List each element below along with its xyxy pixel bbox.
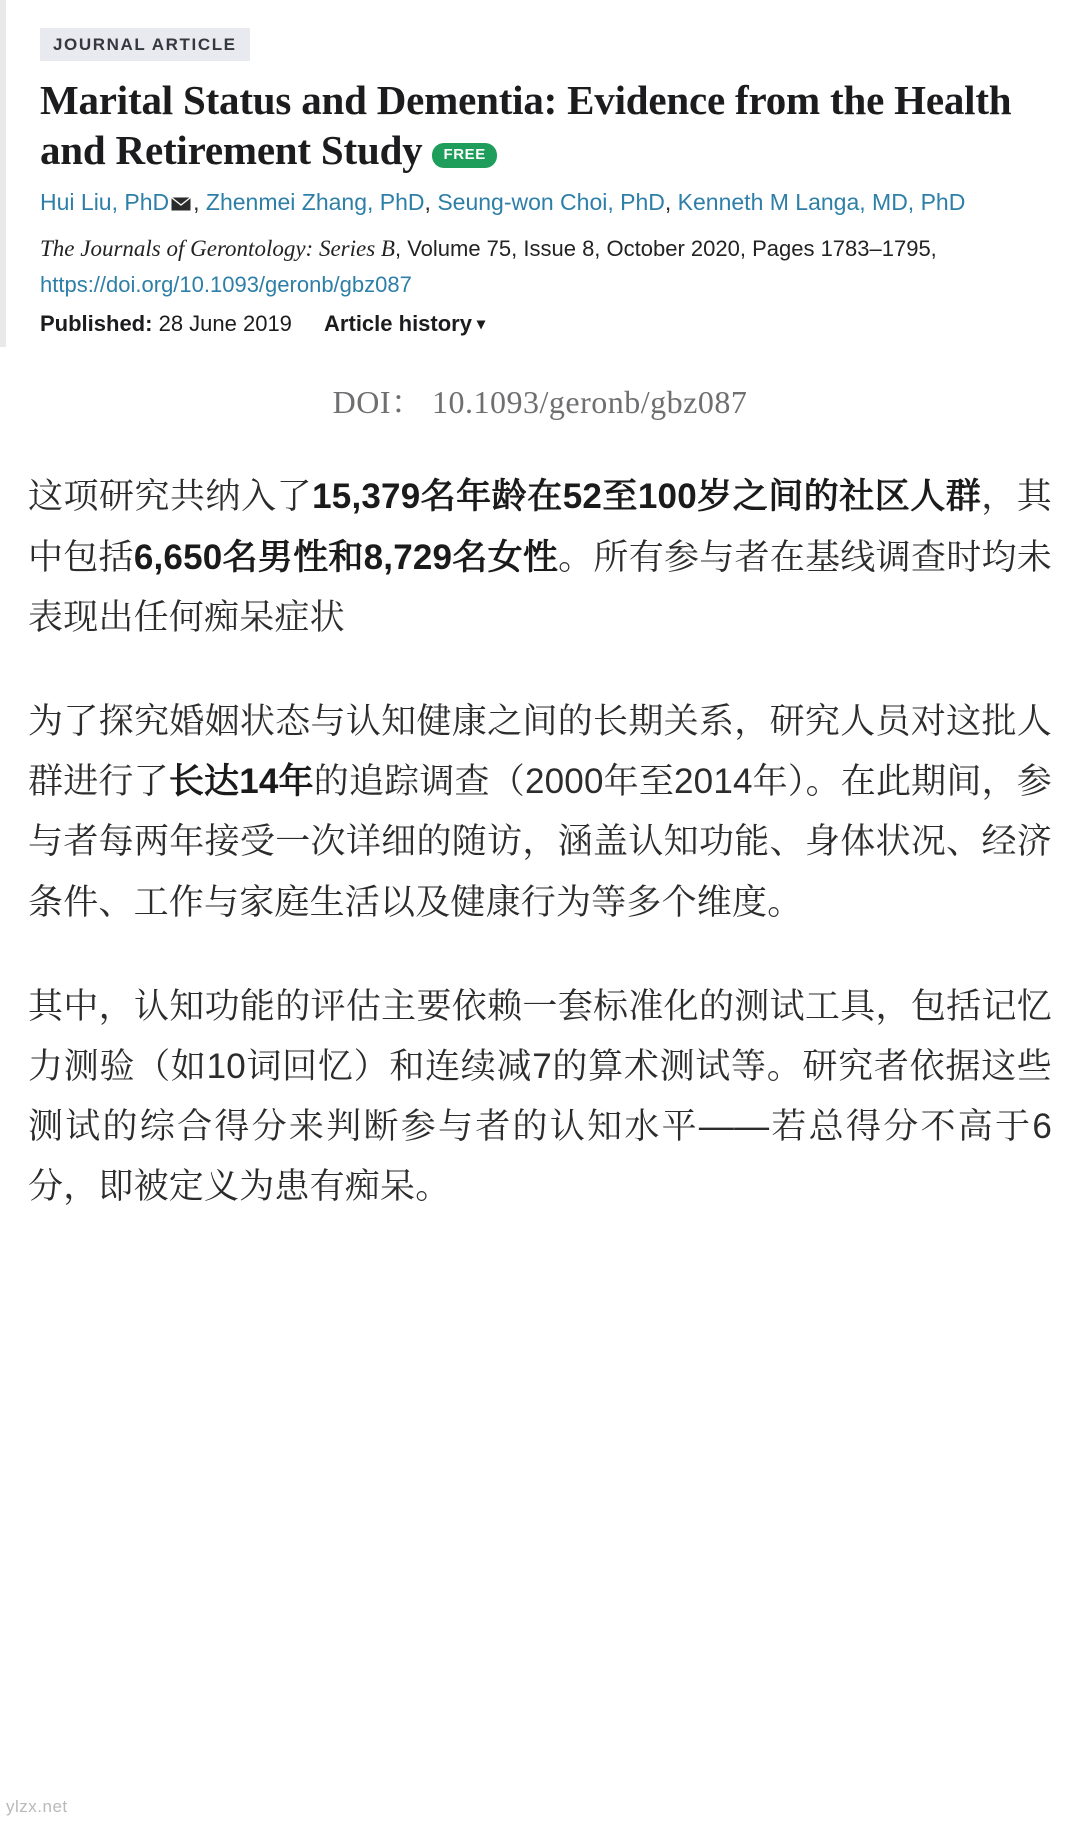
chevron-down-icon: ▾ (476, 316, 486, 334)
paragraph-1-segment-0: 这项研究共纳入了 (28, 477, 313, 517)
paragraph-1-segment-2: ，其中包括 (28, 477, 1052, 577)
author-separator-1: , (424, 189, 438, 216)
article-title-text: Marital Status and Dementia: Evidence from the Health and Retirement Study (40, 77, 1012, 174)
author-link-3[interactable]: Kenneth M Langa, MD, PhD (677, 189, 966, 216)
watermark: ylzx.net (6, 1797, 68, 1816)
paragraph-2-segment-0: 为了探究婚姻状态与认知健康之间的长期关系，研究人员对这批人群进行了 (28, 702, 1052, 802)
paragraph-3-segment-0: 其中，认知功能的评估主要依赖一套标准化的测试工具，包括记忆力测验（如10词回忆）和连续减7的算术测试等。研究者依据这些测试的综合得分来判断参与者的认知水平——若总得分不高于6分，即被定义为患有痴呆。 (28, 986, 1052, 1207)
paragraph-1-segment-4: 。所有参与者在基线调查时均未表现出任何痴呆症状 (28, 537, 1052, 637)
citation-line (40, 232, 1046, 267)
author-separator-0: , (193, 189, 206, 216)
article-history-toggle[interactable] (324, 311, 485, 336)
journal-article-badge: JOURNAL ARTICLE (40, 28, 250, 61)
doi-caption: DOI： 10.1093/geronb/gbz087 (332, 384, 748, 421)
paragraph-2-segment-2: 的追踪调查（2000年至2014年）。在此期间，参与者每两年接受一次详细的随访，涵盖认知功能、身体状况、经济条件、工作与家庭生活以及健康行为等多个维度。 (28, 762, 1052, 922)
author-list (40, 185, 1046, 220)
article-header-card (0, 0, 1080, 347)
citation-volume-pages: , Volume 75, Issue 8, October 2020, Pages 1783–1795, (394, 235, 937, 261)
body-paragraph-1 (28, 467, 1052, 648)
free-access-badge: FREE (432, 143, 496, 168)
journal-name: The Journals of Gerontology: Series B (40, 235, 395, 261)
paragraph-1-segment-1: 15,379名年龄在52至100岁之间的社区人群 (312, 477, 982, 517)
publication-row (40, 311, 1046, 337)
author-link-0[interactable]: Hui Liu, PhD (40, 189, 170, 216)
article-history-label: Article history (324, 311, 472, 337)
paragraph-1-segment-3: 6,650名男性和8,729名女性 (133, 537, 559, 577)
body-paragraph-3 (28, 977, 1052, 1218)
published-date: 28 June 2019 (158, 311, 292, 337)
article-title (40, 75, 1046, 175)
paragraph-2-segment-1: 长达14年 (168, 762, 314, 802)
author-separator-2: , (664, 189, 678, 216)
author-link-2[interactable]: Seung-won Choi, PhD (437, 189, 665, 216)
envelope-icon[interactable] (171, 186, 191, 200)
article-body (0, 467, 1080, 1301)
author-link-1[interactable]: Zhenmei Zhang, PhD (205, 189, 425, 216)
doi-link[interactable]: https://doi.org/10.1093/geronb/gbz087 (40, 272, 412, 298)
body-paragraph-2 (28, 692, 1052, 933)
published-label: Published: (40, 311, 153, 337)
